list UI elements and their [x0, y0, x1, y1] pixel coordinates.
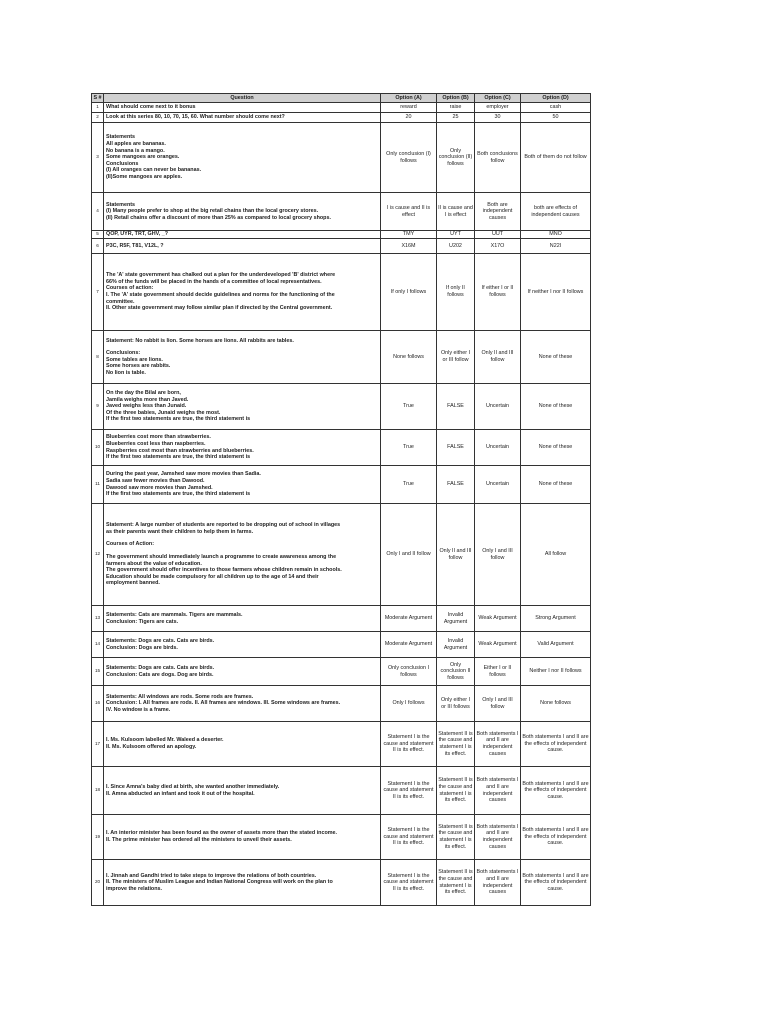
option-b: raise — [437, 103, 475, 113]
row-number: 17 — [92, 722, 104, 767]
option-a: Only conclusion (I) follows — [381, 123, 437, 193]
option-c: Both statements I and II are independent causes — [475, 722, 521, 767]
question-cell — [104, 103, 381, 113]
question-line: If the first two statements are true, the third statement is — [106, 416, 251, 423]
table-row — [92, 606, 591, 632]
table-row — [92, 231, 591, 239]
question-cell — [104, 466, 381, 504]
option-a: Moderate Argument — [381, 632, 437, 658]
option-b: Statement II is the cause and statement I is its effect. — [437, 860, 475, 906]
option-b: Only either I or III follows — [437, 686, 475, 722]
question-line: The government should immediately launch a programme to create awareness among the — [106, 553, 337, 560]
table-row — [92, 632, 591, 658]
question-line: Some horses are rabbits. — [106, 363, 171, 370]
question-cell — [104, 686, 381, 722]
option-a: reward — [381, 103, 437, 113]
question-line: improve the relations. — [106, 885, 163, 892]
option-d: None of these — [521, 430, 591, 466]
question-line: QOP, UYR, TRT, GHV, _? — [106, 231, 169, 238]
table-row — [92, 860, 591, 906]
option-b: Only conclusion (II) follows — [437, 123, 475, 193]
row-number: 10 — [92, 430, 104, 466]
question-line: On the day the Bilal are born, — [106, 390, 181, 397]
option-c: Uncertain — [475, 384, 521, 430]
question-line: II. Other state government may follow similar plan if directed by the Central government. — [106, 305, 333, 312]
table-row — [92, 113, 591, 123]
question-line: Blueberries cost more than strawberries. — [106, 434, 211, 441]
row-number: 19 — [92, 815, 104, 860]
question-cell — [104, 606, 381, 632]
option-d: None follows — [521, 686, 591, 722]
option-a: True — [381, 384, 437, 430]
question-line: (I) Many people prefer to shop at the big retail chains than the local grocery stores. — [106, 208, 319, 215]
question-line: Of the three babies, Junaid weighs the most. — [106, 409, 221, 416]
option-b: UYT — [437, 231, 475, 239]
question-line: The 'A' state government has chalked out a plan for the underdeveloped 'B' district where — [106, 272, 336, 279]
option-a: If only I follows — [381, 254, 437, 331]
option-d: If neither I nor II follows — [521, 254, 591, 331]
row-number: 8 — [92, 331, 104, 384]
option-c: UUT — [475, 231, 521, 239]
option-b: Statement II is the cause and statement I is its effect. — [437, 815, 475, 860]
option-a: X16M — [381, 239, 437, 254]
question-line: II. Amna abducted an infant and took it out of the hospital. — [106, 790, 255, 797]
option-d: Both statements I and II are the effects of independent cause. — [521, 767, 591, 815]
question-line: II. The ministers of Muslim League and Indian National Congress will work on the plan to — [106, 879, 333, 886]
table-row — [92, 384, 591, 430]
question-line: Courses of action: — [106, 285, 154, 292]
row-number: 14 — [92, 632, 104, 658]
table-row — [92, 504, 591, 606]
question-line: I. Since Amna's baby died at birth, she wanted another immediately. — [106, 783, 280, 790]
question-line: Some mangoes are oranges. — [106, 154, 180, 161]
table-header — [92, 94, 591, 103]
table-body — [92, 103, 591, 906]
row-number: 9 — [92, 384, 104, 430]
option-c: Both conclusions follow — [475, 123, 521, 193]
row-number: 12 — [92, 504, 104, 606]
question-cell — [104, 815, 381, 860]
option-c: X17O — [475, 239, 521, 254]
option-c: Only II and III follow — [475, 331, 521, 384]
question-line: as their parents want their children to help them in farms. — [106, 528, 254, 535]
option-a: Statement I is the cause and statement II is its effect. — [381, 722, 437, 767]
option-b: 25 — [437, 113, 475, 123]
questions-table — [91, 93, 591, 906]
option-c: 30 — [475, 113, 521, 123]
option-d: Strong Argument — [521, 606, 591, 632]
question-line: (II) Retail chains offer a discount of more than 25% as compared to local grocery shops. — [106, 214, 331, 221]
question-line: Education should be made compulsory for all children up to the age of 14 and their — [106, 573, 319, 580]
option-d: 50 — [521, 113, 591, 123]
question-cell — [104, 504, 381, 606]
option-c: Only I and III follow — [475, 504, 521, 606]
option-d: Both statements I and II are the effects of independent cause. — [521, 722, 591, 767]
option-b: Invalid Argument — [437, 606, 475, 632]
option-a: Only I follows — [381, 686, 437, 722]
option-b: FALSE — [437, 384, 475, 430]
question-cell — [104, 384, 381, 430]
option-a: True — [381, 430, 437, 466]
table-row — [92, 254, 591, 331]
question-line: Statement: No rabbit is lion. Some horses are lions. All rabbits are tables. — [106, 337, 294, 344]
row-number: 5 — [92, 231, 104, 239]
question-line: Blueberries cost less than raspberries. — [106, 440, 206, 447]
table-row — [92, 722, 591, 767]
question-cell — [104, 722, 381, 767]
question-line: Conclusion: I. All frames are rods. II. All frames are windows. III. Some windows are frames. — [106, 700, 341, 707]
question-cell — [104, 193, 381, 231]
option-a: 20 — [381, 113, 437, 123]
question-line: Some tables are lions. — [106, 356, 163, 363]
option-d: None of these — [521, 384, 591, 430]
option-d: MNO — [521, 231, 591, 239]
question-cell — [104, 430, 381, 466]
table-row — [92, 466, 591, 504]
option-a: Statement I is the cause and statement II is its effect. — [381, 767, 437, 815]
option-d: Both statements I and II are the effects of independent cause. — [521, 815, 591, 860]
question-line: All apples are bananas. — [106, 141, 166, 148]
question-line: If the first two statements are true, the third statement is — [106, 454, 251, 461]
question-line: Statements: All windows are rods. Some rods are frames. — [106, 693, 254, 700]
question-cell — [104, 767, 381, 815]
option-c: Uncertain — [475, 430, 521, 466]
option-b: Invalid Argument — [437, 632, 475, 658]
option-a: True — [381, 466, 437, 504]
question-cell — [104, 239, 381, 254]
question-line: Javed weighs less than Junaid. — [106, 403, 187, 410]
header-option-d: Option (D) — [521, 94, 591, 103]
question-line: II. Ms. Kulsoom offered an apology. — [106, 744, 197, 750]
option-d: All follow — [521, 504, 591, 606]
table-row — [92, 239, 591, 254]
option-c: Only I and III follow — [475, 686, 521, 722]
header-option-b: Option (B) — [437, 94, 475, 103]
question-line: No lion is table. — [106, 369, 146, 376]
question-line: No banana is a mango. — [106, 147, 165, 154]
question-line: Statements — [106, 201, 136, 208]
option-b: FALSE — [437, 430, 475, 466]
option-a: Moderate Argument — [381, 606, 437, 632]
row-number: 13 — [92, 606, 104, 632]
question-line: Statements — [106, 134, 136, 141]
option-c: Weak Argument — [475, 606, 521, 632]
row-number: 3 — [92, 123, 104, 193]
option-a: Statement I is the cause and statement II is its effect. — [381, 815, 437, 860]
row-number: 16 — [92, 686, 104, 722]
table-row — [92, 686, 591, 722]
option-c: Both statements I and II are independent causes — [475, 860, 521, 906]
question-line: I. Ms. Kulsoom labelled Mr. Waleed a deserter. — [106, 737, 224, 744]
option-b: Only conclusion II follows — [437, 658, 475, 686]
option-b: II is cause and I is effect — [437, 193, 475, 231]
question-line: Look at this series 80, 10, 70, 15, 60. What number should come next? — [106, 114, 285, 121]
question-line: Conclusions: — [106, 350, 141, 357]
table-row — [92, 123, 591, 193]
row-number: 1 — [92, 103, 104, 113]
question-line: IV. No window is a frame. — [106, 706, 171, 713]
question-line: Conclusion: Tigers are cats. — [106, 618, 179, 625]
option-b: U202 — [437, 239, 475, 254]
question-cell — [104, 231, 381, 239]
question-line: 66% of the funds will be placed in the hands of a committee of local representatives. — [106, 278, 322, 285]
option-a: I is cause and II is effect — [381, 193, 437, 231]
question-line: If the first two statements are true, the third statement is — [106, 491, 251, 498]
question-line: Conclusions — [106, 160, 139, 167]
option-d: Valid Argument — [521, 632, 591, 658]
question-line: I. An interior minister has been found as the owner of assets more than the stated income. — [106, 830, 338, 837]
question-line: Conclusion: Dogs are birds. — [106, 644, 178, 651]
option-b: FALSE — [437, 466, 475, 504]
option-c: Either I or II follows — [475, 658, 521, 686]
header-option-a: Option (A) — [381, 94, 437, 103]
question-line: (II)Some mangoes are apples. — [106, 173, 183, 180]
option-d: cash — [521, 103, 591, 113]
question-line: Dawood saw more movies than Jamshed. — [106, 484, 213, 491]
option-a: Statement I is the cause and statement II is its effect. — [381, 860, 437, 906]
row-number: 18 — [92, 767, 104, 815]
option-b: Statement II is the cause and statement I is its effect. — [437, 767, 475, 815]
question-line: Jamila weighs more than Javed. — [106, 396, 189, 403]
option-a: TMY — [381, 231, 437, 239]
option-a: Only I and II follow — [381, 504, 437, 606]
row-number: 20 — [92, 860, 104, 906]
question-line: The government should offer incentives to those farmers whose children remain in schools. — [106, 567, 342, 574]
question-cell — [104, 632, 381, 658]
table-row — [92, 767, 591, 815]
table-row — [92, 658, 591, 686]
option-d: None of these — [521, 466, 591, 504]
question-line: employment banned. — [106, 580, 160, 587]
question-line: committee. — [106, 298, 135, 305]
option-c: Both are independent causes — [475, 193, 521, 231]
option-c: Both statements I and II are independent causes — [475, 767, 521, 815]
option-d: Both of them do not follow — [521, 123, 591, 193]
option-d: Neither I nor II follows — [521, 658, 591, 686]
table-row — [92, 193, 591, 231]
header-serial: S # — [93, 94, 102, 101]
question-cell — [104, 123, 381, 193]
table-row — [92, 103, 591, 113]
question-cell — [104, 860, 381, 906]
question-line: I. Jinnah and Gandhi tried to take steps to improve the relations of both countries. — [106, 872, 317, 879]
option-d: N22I — [521, 239, 591, 254]
question-line: (I) All oranges can never be bananas. — [106, 167, 202, 174]
question-cell — [104, 658, 381, 686]
option-b: Statement II is the cause and statement I is its effect. — [437, 722, 475, 767]
question-line: Statement: A large number of students are reported to be dropping out of school in villages — [106, 522, 341, 529]
option-c: Uncertain — [475, 466, 521, 504]
option-b: Only II and III follow — [437, 504, 475, 606]
header-row — [92, 94, 591, 103]
question-line: Sadia saw fewer movies than Dawood. — [106, 477, 205, 484]
option-d: Both statements I and II are the effects of independent cause. — [521, 860, 591, 906]
question-line: What should come next to it bonus — [106, 104, 196, 111]
question-line: farmers about the value of education. — [106, 560, 202, 567]
question-line: Statements: Dogs are cats. Cats are birds. — [106, 664, 215, 671]
question-line: Conclusion: Cats are dogs. Dog are birds. — [106, 671, 214, 678]
question-line: I. The 'A' state government should decide guidelines and norms for the functioning of the — [106, 292, 335, 298]
option-a: None follows — [381, 331, 437, 384]
question-line: II. The prime minister has ordered all the ministers to unveil their assets. — [106, 837, 292, 843]
option-c: Both statements I and II are independent causes — [475, 815, 521, 860]
table-row — [92, 331, 591, 384]
option-d: both are effects of independent causes — [521, 193, 591, 231]
header-question: Question — [104, 94, 381, 103]
question-cell — [104, 254, 381, 331]
header-option-c: Option (C) — [475, 94, 521, 103]
row-number: 4 — [92, 193, 104, 231]
table-row — [92, 430, 591, 466]
option-c: employer — [475, 103, 521, 113]
row-number: 2 — [92, 113, 104, 123]
question-line: Statements: Dogs are cats. Cats are birds. — [106, 637, 215, 644]
question-line: Courses of Action: — [106, 541, 155, 548]
option-c: Weak Argument — [475, 632, 521, 658]
row-number: 7 — [92, 254, 104, 331]
option-b: If only II follows — [437, 254, 475, 331]
question-line: During the past year, Jamshed saw more movies than Sadia. — [106, 471, 261, 478]
question-cell — [104, 331, 381, 384]
question-line: Raspberries cost most than strawberries and blueberries. — [106, 447, 254, 454]
row-number: 11 — [92, 466, 104, 504]
option-b: Only either I or III follow — [437, 331, 475, 384]
option-d: None of these — [521, 331, 591, 384]
option-a: Only conclusion I follows — [381, 658, 437, 686]
row-number: 6 — [92, 239, 104, 254]
question-line: Statements: Cats are mammals. Tigers are mammals. — [106, 611, 243, 618]
row-number: 15 — [92, 658, 104, 686]
option-c: If either I or II follows — [475, 254, 521, 331]
question-cell — [104, 113, 381, 123]
table-row — [92, 815, 591, 860]
question-line: P3C, R5F, T81, V12L, ? — [106, 242, 164, 249]
